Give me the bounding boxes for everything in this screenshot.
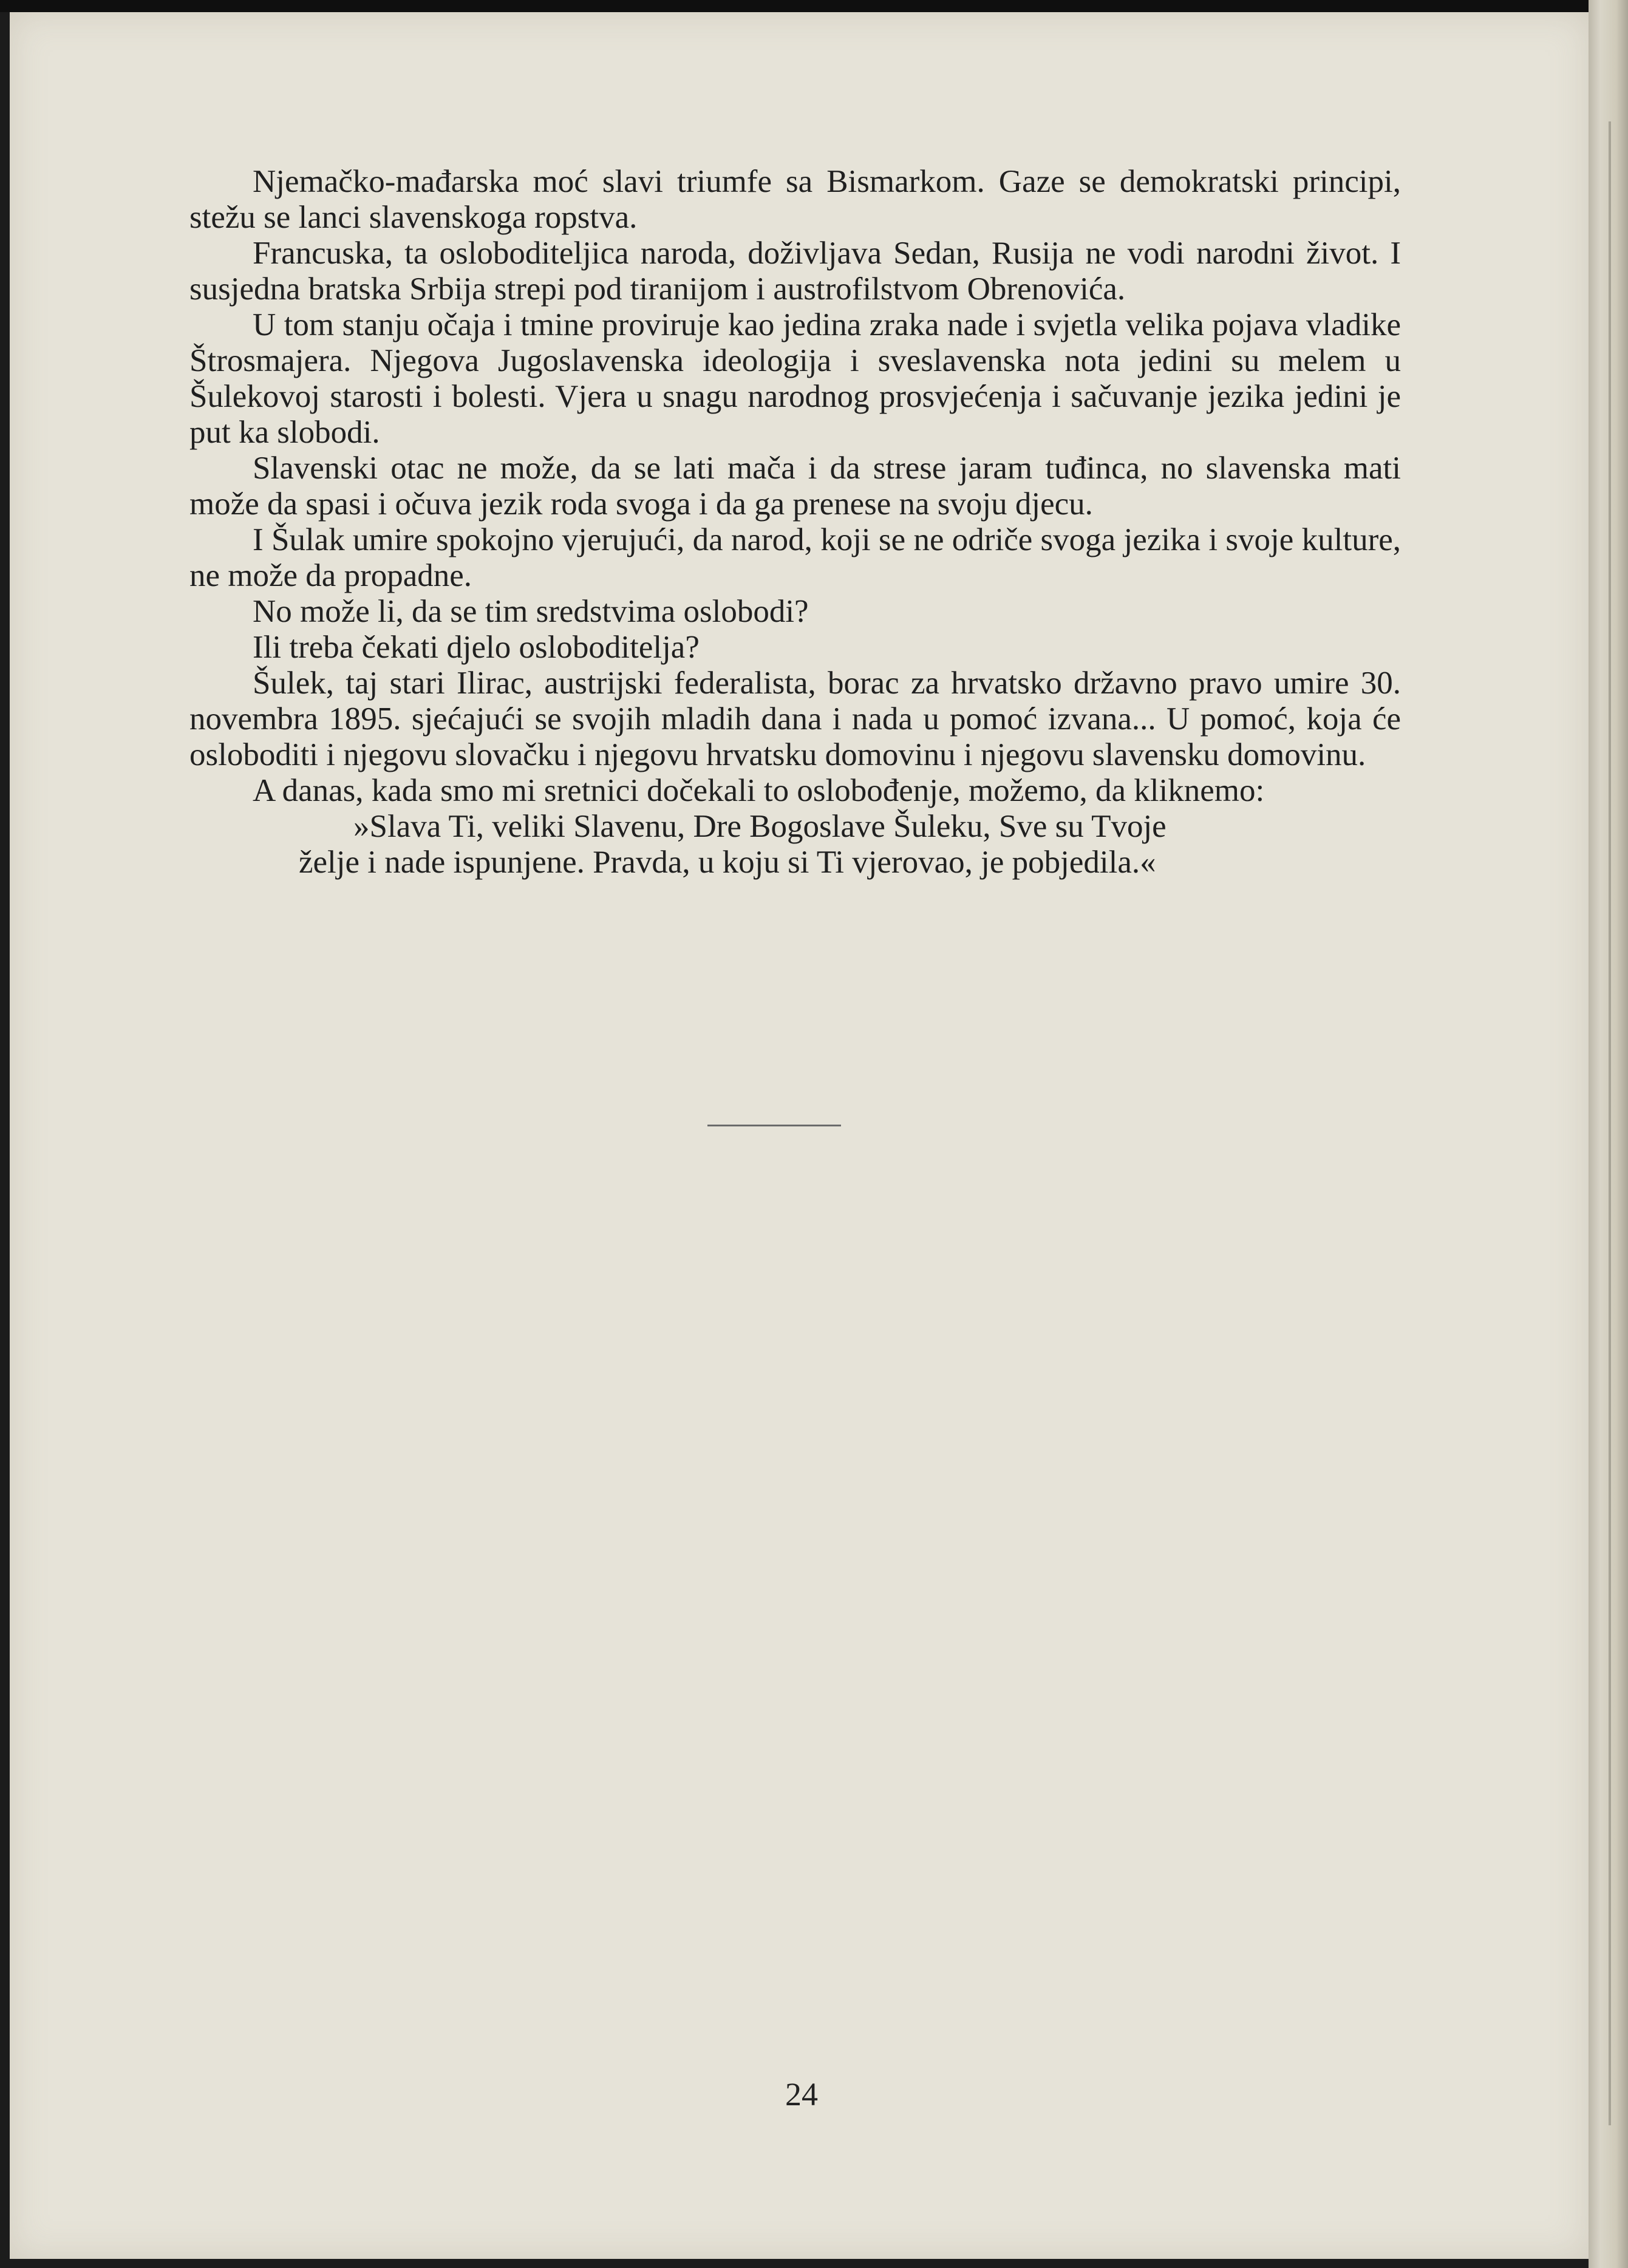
paragraph-1: Njemačko-mađarska moć slavi triumfe sa Bismarkom. Gaze se demokratski principi, stežu se lanci slavenskoga ropstva. xyxy=(189,164,1401,235)
body-text xyxy=(189,164,1401,880)
paragraph-6: No može li, da se tim sredstvima oslobodi? xyxy=(253,594,809,629)
paragraph-5: I Šulak umire spokojno vjerujući, da narod, koji se ne odriče svoga jezika i svoje kulture, ne može da propadne. xyxy=(189,522,1401,593)
paragraph-2: Francuska, ta osloboditeljica naroda, doživljava Sedan, Rusija ne vodi narodni život. I susjedna bratska Srbija strepi pod tiranijom i austrofilstvom Obrenovića. xyxy=(189,236,1401,307)
quote-line-2: želje i nade ispunjene. Pravda, u koju si Ti vjerovao, je pobjedila.« xyxy=(299,845,1156,880)
paragraph-7: Ili treba čekati djelo osloboditelja? xyxy=(253,630,700,665)
paragraph-8: Šulek, taj stari Ilirac, austrijski federalista, borac za hrvatsko državno pravo umire 30. novembra 1895. sjećajući se svojih mladih dana i nada u pomoć izvana... U pomoć, koja će osloboditi i njegovu slovačku i njegovu hrvatsku domovinu i njegovu slavensku domovinu. xyxy=(189,666,1401,772)
paragraph-9: A danas, kada smo mi sretnici dočekali to oslobođenje, možemo, da kliknemo: xyxy=(253,773,1265,808)
section-divider xyxy=(707,1125,841,1126)
paragraph-3: U tom stanju očaja i tmine proviruje kao jedina zraka nade i svjetla velika pojava vladike Štrosmajera. Njegova Jugoslavenska ideologija i sveslavenska nota jedini su melem u Šulekovoj starosti i bolesti. Vjera u snagu narodnog prosvjećenja i sačuvanje jezika jedini je put ka slobodi. xyxy=(189,307,1401,450)
page-number: 24 xyxy=(785,2076,818,2113)
paragraph-4: Slavenski otac ne može, da se lati mača i da strese jaram tuđinca, no slavenska mati može da spasi i očuva jezik roda svoga i da ga prenese na svoju djecu. xyxy=(189,451,1401,522)
page-spine xyxy=(1589,0,1628,2268)
spine-shadow-line xyxy=(1609,121,1611,2125)
scan-top-edge xyxy=(0,0,1628,12)
quote-line-1: »Slava Ti, veliki Slavenu, Dre Bogoslave Šuleku, Sve su Tvoje xyxy=(353,809,1167,844)
